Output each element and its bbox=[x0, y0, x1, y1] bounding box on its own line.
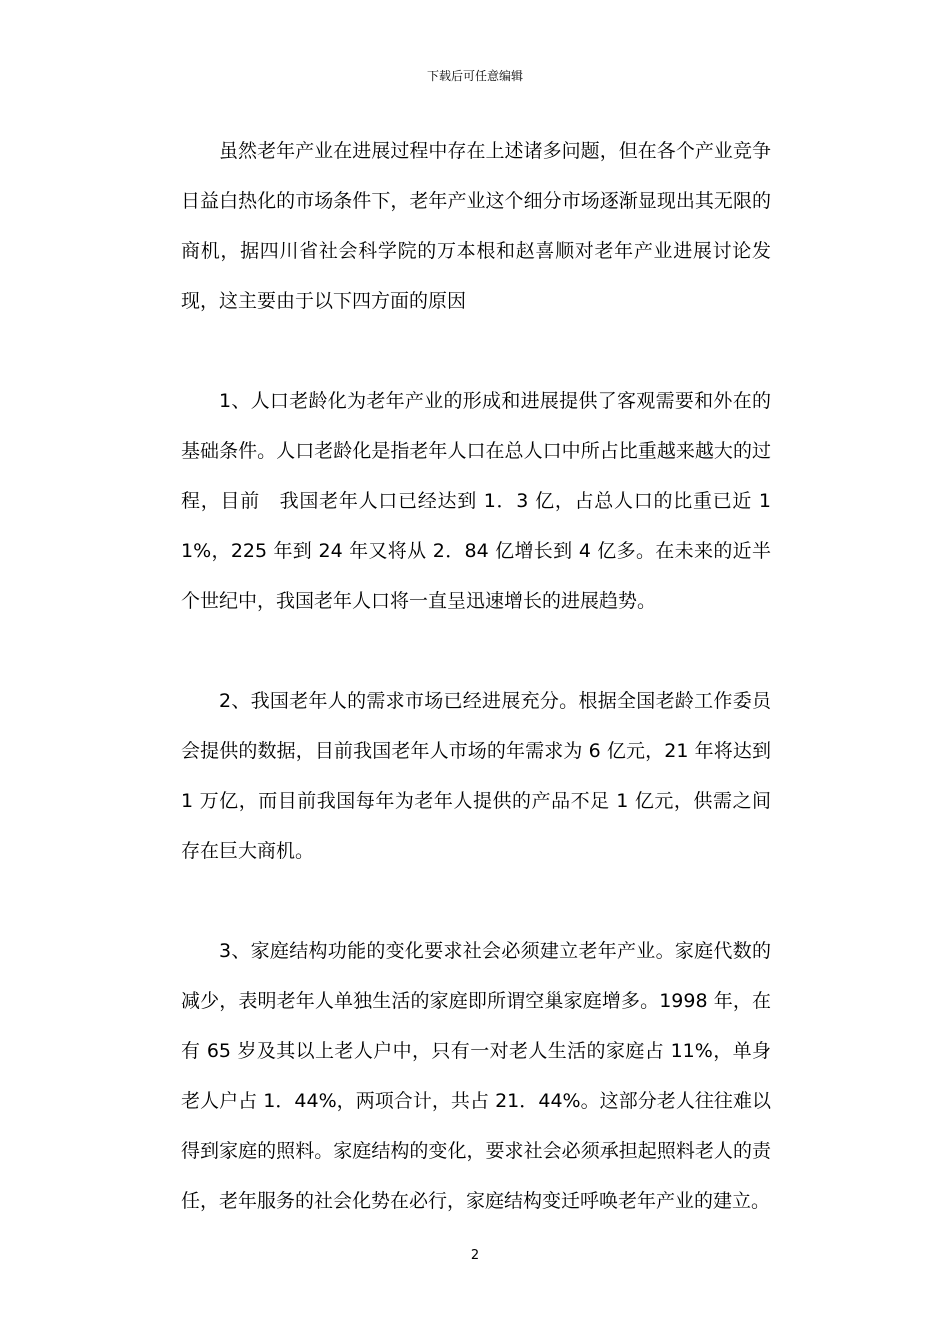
paragraph-gap bbox=[181, 626, 771, 676]
paragraph-gap bbox=[181, 876, 771, 926]
paragraph-gap bbox=[181, 326, 771, 376]
page-header: 下载后可任意编辑 bbox=[426, 69, 523, 83]
document-body bbox=[181, 126, 771, 1226]
paragraph-intro: 虽然老年产业在进展过程中存在上述诸多问题，但在各个产业竞争日益白热化的市场条件下，老年产业这个细分市场逐渐显现出其无限的商机，据四川省社会科学院的万本根和赵喜顺对老年产业进展讨论发现，这主要由于以下四方面的原因 bbox=[181, 140, 771, 312]
page-number: 2 bbox=[470, 1248, 480, 1263]
paragraph-point-3: 3、家庭结构功能的变化要求社会必须建立老年产业。家庭代数的减少，表明老年人单独生活的家庭即所谓空巢家庭增多。1998 年，在有 65 岁及其以上老人户中，只有一对老人生活的家庭占 11%，单身老人户占 1．44%，两项合计，共占 21．44%。这部分老人往往难以得到家庭的照料。家庭结构的变化，要求社会必须承担起照料老人的责任，老年服务的社会化势在必行，家庭结构变迁呼唤老年产业的建立。 bbox=[181, 940, 771, 1212]
paragraph-point-1: 1、人口老龄化为老年产业的形成和进展提供了客观需要和外在的基础条件。人口老龄化是指老年人口在总人口中所占比重越来越大的过程，目前 我国老年人口已经达到 1．3 亿，占总人口的比重已近 11%，225 年到 24 年又将从 2．84 亿增长到 4 亿多。在未来的近半个世纪中，我国老年人口将一直呈迅速增长的进展趋势。 bbox=[181, 390, 771, 612]
paragraph-point-2: 2、我国老年人的需求市场已经进展充分。根据全国老龄工作委员会提供的数据，目前我国老年人市场的年需求为 6 亿元，21 年将达到 1 万亿，而目前我国每年为老年人提供的产品不足 1 亿元，供需之间存在巨大商机。 bbox=[181, 690, 771, 862]
